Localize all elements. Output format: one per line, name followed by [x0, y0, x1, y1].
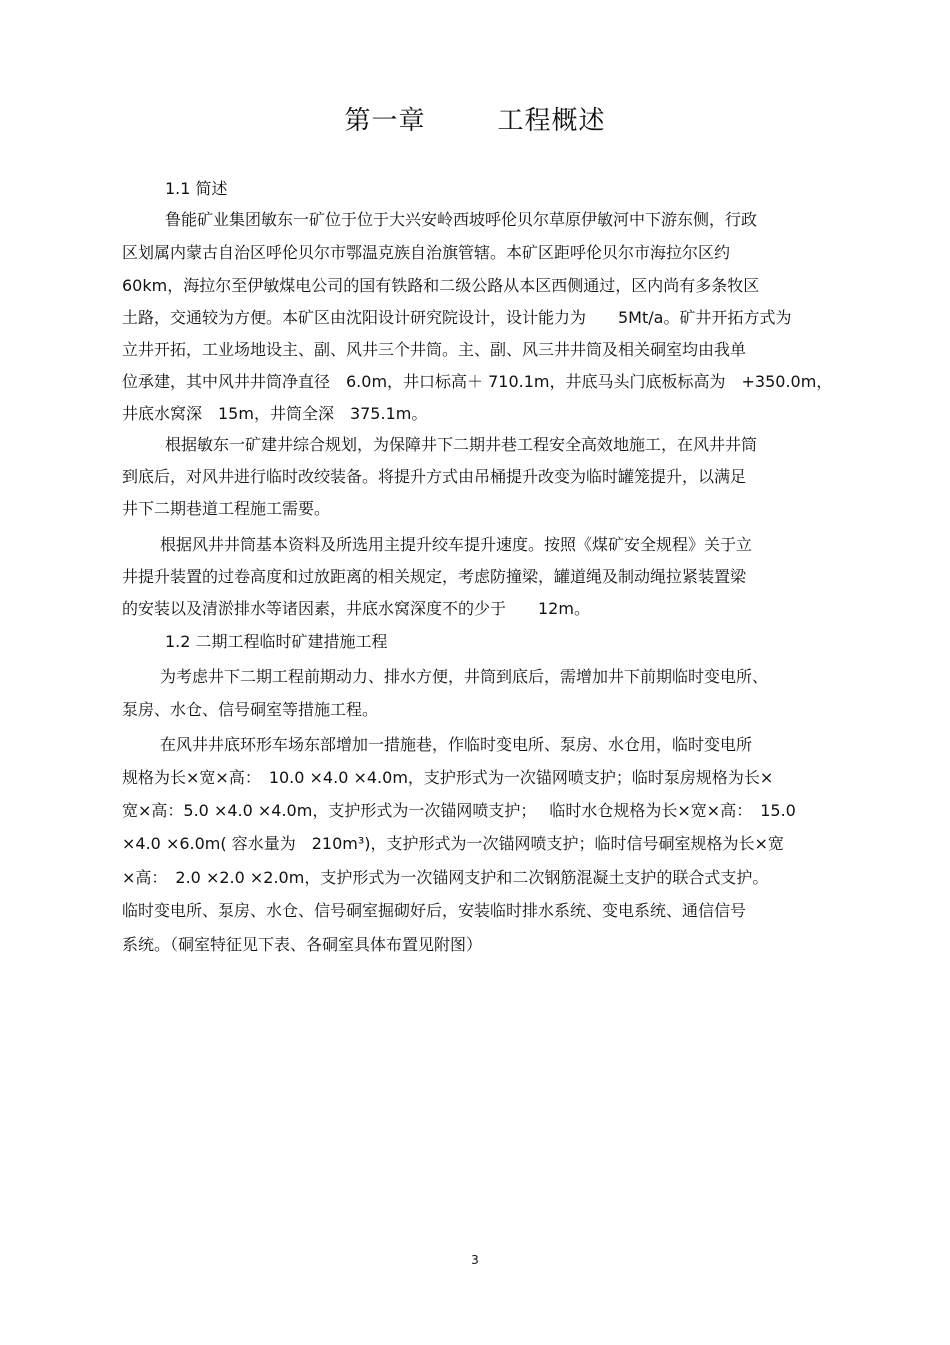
paragraph-line: 到底后，对风井进行临时改绞装备。将提升方式由吊桶提升改变为临时罐笼提升，以满足 [122, 467, 747, 486]
paragraph-line: 鲁能矿业集团敏东一矿位于位于大兴安岭西坡呼伦贝尔草原伊敏河中下游东侧，行政 [165, 210, 758, 229]
paragraph-line: 的安装以及清淤排水等诸因素，井底水窝深度不的少于 12m。 [122, 599, 590, 618]
paragraph-line: 在风井井底环形车场东部增加一措施巷，作临时变电所、泵房、水仓用，临时变电所 [160, 735, 753, 754]
chapter-number: 第一章 [344, 106, 426, 136]
paragraph-line: 井提升装置的过卷高度和过放距离的相关规定，考虑防撞梁，罐道绳及制动绳拉紧装置梁 [122, 567, 747, 586]
paragraph-line: 系统。（硐室特征见下表、各硐室具体布置见附图） [122, 935, 483, 954]
paragraph-line: ×高： 2.0 ×2.0 ×2.0m，支护形式为一次锚网支护和二次钢筋混凝土支护的联合式支护。 [122, 868, 769, 887]
paragraph-line: 规格为长×宽×高： 10.0 ×4.0 ×4.0m，支护形式为一次锚网喷支护；临时泵房规格为长× [122, 768, 774, 787]
paragraph-line: 宽×高：5.0 ×4.0 ×4.0m，支护形式为一次锚网喷支护； 临时水仓规格为长×宽×高： 15.0 [122, 801, 796, 820]
paragraph-line: 60km，海拉尔至伊敏煤电公司的国有铁路和二级公路从本区西侧通过，区内尚有多条牧区 [122, 276, 760, 295]
paragraph-line: 根据风井井筒基本资料及所选用主提升绞车提升速度。按照《煤矿安全规程》关于立 [160, 535, 753, 554]
chapter-title [0, 100, 950, 137]
paragraph-line: ×4.0 ×6.0m( 容水量为 210m³)，支护形式为一次锚网喷支护；临时信号硐室规格为长×宽 [122, 834, 784, 853]
paragraph-line: 位承建，其中风井井筒净直径 6.0m，井口标高＋ 710.1m，井底马头门底板标高为 +350.0m， [122, 372, 833, 391]
paragraph-line: 泵房、水仓、信号硐室等措施工程。 [122, 700, 379, 719]
paragraph-line: 为考虑井下二期工程前期动力、排水方便，井筒到底后，需增加井下前期临时变电所、 [160, 667, 769, 686]
paragraph-line: 区划属内蒙古自治区呼伦贝尔市鄂温克族自治旗管辖。本矿区距呼伦贝尔市海拉尔区约 [122, 243, 731, 262]
paragraph-line: 立井开拓，工业场地设主、副、风井三个井筒。主、副、风三井井筒及相关硐室均由我单 [122, 340, 747, 359]
paragraph-line: 井底水窝深 15m，井筒全深 375.1m。 [122, 404, 428, 423]
chapter-name: 工程概述 [497, 106, 606, 136]
page-number: 3 [471, 1253, 479, 1267]
paragraph-line: 临时变电所、泵房、水仓、信号硐室掘砌好后，安装临时排水系统、变电系统、通信信号 [122, 901, 747, 920]
paragraph-line: 土路，交通较为方便。本矿区由沈阳设计研究院设计，设计能力为 5Mt/a。矿井开拓方式为 [122, 308, 792, 327]
section-heading-1-2: 1.2 二期工程临时矿建措施工程 [165, 632, 388, 651]
paragraph-line: 井下二期巷道工程施工需要。 [122, 499, 331, 518]
section-heading-1-1: 1.1 简述 [165, 179, 228, 198]
paragraph-line: 根据敏东一矿建井综合规划，为保障井下二期井巷工程安全高效地施工，在风井井筒 [165, 435, 758, 454]
